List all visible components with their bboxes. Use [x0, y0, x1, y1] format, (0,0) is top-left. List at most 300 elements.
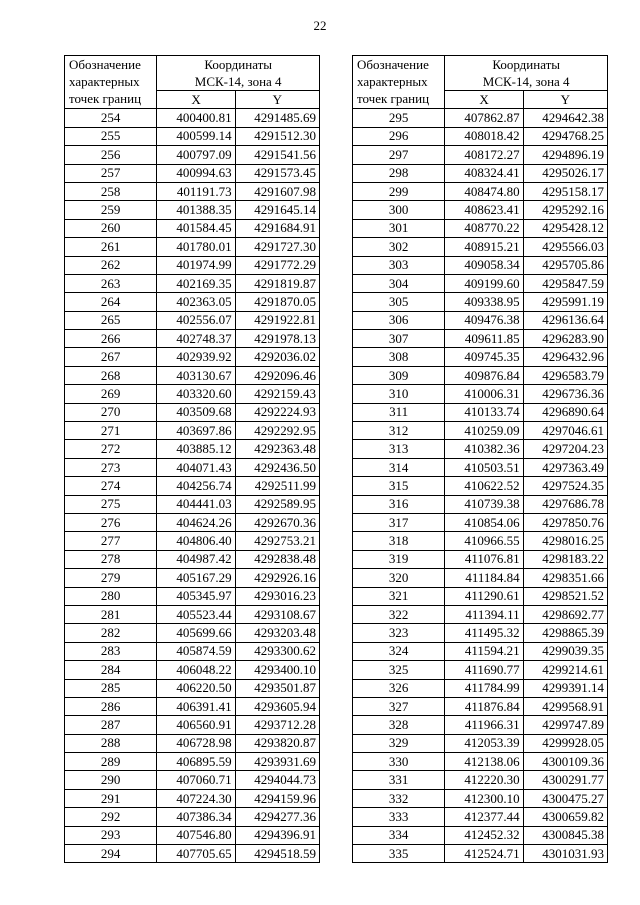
y-coordinate-cell: 4293016.23 [235, 587, 319, 605]
y-coordinate-cell: 4294768.25 [523, 127, 607, 145]
table-row [353, 477, 608, 495]
y-coordinate-cell: 4296736.36 [523, 385, 607, 403]
y-coordinate-cell: 4293820.87 [235, 734, 319, 752]
point-id-cell: 290 [65, 771, 157, 789]
point-id-cell: 277 [65, 532, 157, 550]
point-id-cell: 263 [65, 274, 157, 292]
point-id-cell: 271 [65, 422, 157, 440]
table-row [353, 440, 608, 458]
x-coordinate-cell: 404441.03 [157, 495, 235, 513]
y-coordinate-cell: 4292159.43 [235, 385, 319, 403]
y-column-header: Y [523, 91, 607, 109]
y-coordinate-cell: 4291727.30 [235, 238, 319, 256]
y-coordinate-cell: 4295158.17 [523, 182, 607, 200]
table-row [353, 716, 608, 734]
table-row [65, 422, 320, 440]
point-id-cell: 334 [353, 826, 445, 844]
x-coordinate-cell: 409476.38 [445, 311, 523, 329]
x-coordinate-cell: 403320.60 [157, 385, 235, 403]
point-id-cell: 280 [65, 587, 157, 605]
x-coordinate-cell: 409199.60 [445, 274, 523, 292]
y-coordinate-cell: 4291684.91 [235, 219, 319, 237]
table-row [353, 274, 608, 292]
x-coordinate-cell: 408623.41 [445, 201, 523, 219]
x-coordinate-cell: 408474.80 [445, 182, 523, 200]
y-coordinate-cell: 4298521.52 [523, 587, 607, 605]
x-coordinate-cell: 412138.06 [445, 753, 523, 771]
y-coordinate-cell: 4296136.64 [523, 311, 607, 329]
point-id-cell: 281 [65, 605, 157, 623]
table-row [353, 624, 608, 642]
table-row [353, 587, 608, 605]
table-row [353, 697, 608, 715]
x-coordinate-cell: 409745.35 [445, 348, 523, 366]
table-row [353, 219, 608, 237]
point-id-cell: 302 [353, 238, 445, 256]
coordinates-table-right [352, 55, 608, 863]
y-coordinate-cell: 4292036.02 [235, 348, 319, 366]
y-coordinate-cell: 4294518.59 [235, 845, 319, 863]
table-row [353, 845, 608, 863]
table-row [353, 182, 608, 200]
x-coordinate-cell: 406560.91 [157, 716, 235, 734]
table-row [353, 642, 608, 660]
point-id-cell: 278 [65, 550, 157, 568]
x-coordinate-cell: 404624.26 [157, 513, 235, 531]
coordinates-header: Координаты МСК-14, зона 4 [157, 56, 320, 91]
y-coordinate-cell: 4295847.59 [523, 274, 607, 292]
y-coordinate-cell: 4295566.03 [523, 238, 607, 256]
table-row [65, 605, 320, 623]
point-id-cell: 308 [353, 348, 445, 366]
y-coordinate-cell: 4291819.87 [235, 274, 319, 292]
point-id-cell: 259 [65, 201, 157, 219]
point-id-cell: 315 [353, 477, 445, 495]
table-row [65, 587, 320, 605]
point-id-cell: 293 [65, 826, 157, 844]
table-row [353, 679, 608, 697]
x-coordinate-cell: 411184.84 [445, 569, 523, 587]
table-row [353, 146, 608, 164]
y-coordinate-cell: 4300475.27 [523, 789, 607, 807]
y-coordinate-cell: 4291922.81 [235, 311, 319, 329]
y-coordinate-cell: 4296432.96 [523, 348, 607, 366]
table-row [65, 274, 320, 292]
y-coordinate-cell: 4291772.29 [235, 256, 319, 274]
table-row [353, 164, 608, 182]
y-coordinate-cell: 4294642.38 [523, 109, 607, 127]
point-id-cell: 299 [353, 182, 445, 200]
point-id-cell: 287 [65, 716, 157, 734]
table-row [65, 127, 320, 145]
y-coordinate-cell: 4293108.67 [235, 605, 319, 623]
y-coordinate-cell: 4301031.93 [523, 845, 607, 863]
x-column-header: X [157, 91, 235, 109]
table-row [353, 109, 608, 127]
table-row [353, 403, 608, 421]
point-id-cell: 335 [353, 845, 445, 863]
table-row [65, 385, 320, 403]
table-row [353, 605, 608, 623]
x-coordinate-cell: 404987.42 [157, 550, 235, 568]
table-row [353, 238, 608, 256]
table-row [65, 311, 320, 329]
y-coordinate-cell: 4300291.77 [523, 771, 607, 789]
x-coordinate-cell: 406220.50 [157, 679, 235, 697]
point-id-cell: 291 [65, 789, 157, 807]
x-coordinate-cell: 402748.37 [157, 330, 235, 348]
x-coordinate-cell: 406391.41 [157, 697, 235, 715]
point-id-cell: 310 [353, 385, 445, 403]
x-coordinate-cell: 402556.07 [157, 311, 235, 329]
x-coordinate-cell: 403509.68 [157, 403, 235, 421]
point-id-cell: 279 [65, 569, 157, 587]
table-row [353, 385, 608, 403]
y-coordinate-cell: 4298016.25 [523, 532, 607, 550]
y-coordinate-cell: 4297363.49 [523, 458, 607, 476]
point-id-cell: 294 [65, 845, 157, 863]
table-row [353, 771, 608, 789]
table-row [65, 771, 320, 789]
x-coordinate-cell: 411495.32 [445, 624, 523, 642]
x-coordinate-cell: 411076.81 [445, 550, 523, 568]
table-row [353, 808, 608, 826]
point-id-cell: 317 [353, 513, 445, 531]
table-row [65, 477, 320, 495]
x-coordinate-cell: 406895.59 [157, 753, 235, 771]
point-id-cell: 262 [65, 256, 157, 274]
x-coordinate-cell: 412220.30 [445, 771, 523, 789]
table-row [65, 164, 320, 182]
table-row [65, 753, 320, 771]
y-coordinate-cell: 4291485.69 [235, 109, 319, 127]
point-id-cell: 320 [353, 569, 445, 587]
table-row [65, 219, 320, 237]
table-row [65, 789, 320, 807]
point-id-cell: 300 [353, 201, 445, 219]
point-id-cell: 316 [353, 495, 445, 513]
point-id-cell: 256 [65, 146, 157, 164]
y-coordinate-cell: 4300845.38 [523, 826, 607, 844]
x-coordinate-cell: 410006.31 [445, 385, 523, 403]
table-row [65, 826, 320, 844]
y-coordinate-cell: 4298183.22 [523, 550, 607, 568]
point-id-cell: 333 [353, 808, 445, 826]
x-coordinate-cell: 407060.71 [157, 771, 235, 789]
point-id-cell: 298 [353, 164, 445, 182]
point-id-cell: 307 [353, 330, 445, 348]
x-coordinate-cell: 408018.42 [445, 127, 523, 145]
table-row [65, 550, 320, 568]
table-row [65, 734, 320, 752]
x-coordinate-cell: 406048.22 [157, 661, 235, 679]
y-coordinate-cell: 4299391.14 [523, 679, 607, 697]
point-id-cell: 331 [353, 771, 445, 789]
x-coordinate-cell: 411394.11 [445, 605, 523, 623]
x-coordinate-cell: 408172.27 [445, 146, 523, 164]
x-coordinate-cell: 405167.29 [157, 569, 235, 587]
y-coordinate-cell: 4299568.91 [523, 697, 607, 715]
table-row [353, 753, 608, 771]
point-id-cell: 297 [353, 146, 445, 164]
x-coordinate-cell: 410739.38 [445, 495, 523, 513]
x-coordinate-cell: 412053.39 [445, 734, 523, 752]
x-coordinate-cell: 402939.92 [157, 348, 235, 366]
table-row [353, 311, 608, 329]
point-id-cell: 313 [353, 440, 445, 458]
x-coordinate-cell: 407386.34 [157, 808, 235, 826]
table-row [65, 697, 320, 715]
point-id-cell: 268 [65, 366, 157, 384]
x-coordinate-cell: 412300.10 [445, 789, 523, 807]
point-id-cell: 266 [65, 330, 157, 348]
y-coordinate-cell: 4293300.62 [235, 642, 319, 660]
table-row [353, 532, 608, 550]
table-row [65, 403, 320, 421]
table-row [65, 458, 320, 476]
table-row [353, 293, 608, 311]
table-row [353, 661, 608, 679]
x-coordinate-cell: 412524.71 [445, 845, 523, 863]
y-coordinate-cell: 4296583.79 [523, 366, 607, 384]
point-id-cell: 255 [65, 127, 157, 145]
table-row [353, 201, 608, 219]
y-coordinate-cell: 4292363.48 [235, 440, 319, 458]
point-id-cell: 324 [353, 642, 445, 660]
table-row [65, 513, 320, 531]
x-column-header: X [445, 91, 523, 109]
coordinates-table-left [64, 55, 320, 863]
point-id-cell: 330 [353, 753, 445, 771]
point-id-cell: 296 [353, 127, 445, 145]
point-id-cell: 260 [65, 219, 157, 237]
y-column-header: Y [235, 91, 319, 109]
y-coordinate-cell: 4299747.89 [523, 716, 607, 734]
y-coordinate-cell: 4291541.56 [235, 146, 319, 164]
point-id-cell: 311 [353, 403, 445, 421]
x-coordinate-cell: 408324.41 [445, 164, 523, 182]
y-coordinate-cell: 4294159.96 [235, 789, 319, 807]
table-row [353, 826, 608, 844]
table-row [65, 532, 320, 550]
point-id-cell: 323 [353, 624, 445, 642]
y-coordinate-cell: 4292670.36 [235, 513, 319, 531]
y-coordinate-cell: 4296890.64 [523, 403, 607, 421]
y-coordinate-cell: 4293712.28 [235, 716, 319, 734]
point-id-cell: 288 [65, 734, 157, 752]
x-coordinate-cell: 411966.31 [445, 716, 523, 734]
point-id-cell: 303 [353, 256, 445, 274]
point-id-cell: 289 [65, 753, 157, 771]
y-coordinate-cell: 4300109.36 [523, 753, 607, 771]
point-id-cell: 273 [65, 458, 157, 476]
point-id-cell: 332 [353, 789, 445, 807]
y-coordinate-cell: 4299928.05 [523, 734, 607, 752]
point-id-cell: 326 [353, 679, 445, 697]
x-coordinate-cell: 409876.84 [445, 366, 523, 384]
table-row [65, 679, 320, 697]
y-coordinate-cell: 4299214.61 [523, 661, 607, 679]
point-id-cell: 306 [353, 311, 445, 329]
y-coordinate-cell: 4291978.13 [235, 330, 319, 348]
y-coordinate-cell: 4293501.87 [235, 679, 319, 697]
table-row [65, 624, 320, 642]
x-coordinate-cell: 401584.45 [157, 219, 235, 237]
table-row [65, 569, 320, 587]
y-coordinate-cell: 4295428.12 [523, 219, 607, 237]
table-row [353, 330, 608, 348]
point-id-cell: 269 [65, 385, 157, 403]
point-id-cell: 319 [353, 550, 445, 568]
table-row [65, 845, 320, 863]
point-id-cell: 264 [65, 293, 157, 311]
y-coordinate-cell: 4295026.17 [523, 164, 607, 182]
y-coordinate-cell: 4297204.23 [523, 440, 607, 458]
point-id-cell: 322 [353, 605, 445, 623]
table-row [353, 569, 608, 587]
y-coordinate-cell: 4293400.10 [235, 661, 319, 679]
x-coordinate-cell: 403130.67 [157, 366, 235, 384]
table-row [65, 256, 320, 274]
point-id-cell: 285 [65, 679, 157, 697]
point-id-cell: 301 [353, 219, 445, 237]
y-coordinate-cell: 4293605.94 [235, 697, 319, 715]
point-id-cell: 276 [65, 513, 157, 531]
point-id-cell: 304 [353, 274, 445, 292]
y-coordinate-cell: 4297686.78 [523, 495, 607, 513]
y-coordinate-cell: 4296283.90 [523, 330, 607, 348]
point-id-cell: 312 [353, 422, 445, 440]
point-id-cell: 325 [353, 661, 445, 679]
x-coordinate-cell: 405523.44 [157, 605, 235, 623]
table-row [65, 440, 320, 458]
x-coordinate-cell: 405699.66 [157, 624, 235, 642]
table-row [353, 256, 608, 274]
y-coordinate-cell: 4292292.95 [235, 422, 319, 440]
y-coordinate-cell: 4294896.19 [523, 146, 607, 164]
table-row [65, 146, 320, 164]
table-row [353, 513, 608, 531]
x-coordinate-cell: 411594.21 [445, 642, 523, 660]
x-coordinate-cell: 405874.59 [157, 642, 235, 660]
x-coordinate-cell: 410966.55 [445, 532, 523, 550]
table-row [65, 808, 320, 826]
x-coordinate-cell: 407224.30 [157, 789, 235, 807]
y-coordinate-cell: 4295991.19 [523, 293, 607, 311]
y-coordinate-cell: 4293931.69 [235, 753, 319, 771]
x-coordinate-cell: 407546.80 [157, 826, 235, 844]
table-row [353, 495, 608, 513]
x-coordinate-cell: 411290.61 [445, 587, 523, 605]
table-row [353, 550, 608, 568]
table-row [65, 182, 320, 200]
x-coordinate-cell: 409611.85 [445, 330, 523, 348]
y-coordinate-cell: 4298865.39 [523, 624, 607, 642]
table-row [353, 734, 608, 752]
table-row [353, 127, 608, 145]
y-coordinate-cell: 4292436.50 [235, 458, 319, 476]
point-id-cell: 329 [353, 734, 445, 752]
point-id-cell: 254 [65, 109, 157, 127]
point-id-cell: 272 [65, 440, 157, 458]
x-coordinate-cell: 406728.98 [157, 734, 235, 752]
table-row [353, 348, 608, 366]
y-coordinate-cell: 4295705.86 [523, 256, 607, 274]
point-label-header: Обозначение характерных точек границ [65, 56, 157, 109]
y-coordinate-cell: 4299039.35 [523, 642, 607, 660]
x-coordinate-cell: 402363.05 [157, 293, 235, 311]
point-id-cell: 309 [353, 366, 445, 384]
x-coordinate-cell: 412377.44 [445, 808, 523, 826]
x-coordinate-cell: 400599.14 [157, 127, 235, 145]
table-row [65, 495, 320, 513]
x-coordinate-cell: 401974.99 [157, 256, 235, 274]
x-coordinate-cell: 409058.34 [445, 256, 523, 274]
x-coordinate-cell: 404806.40 [157, 532, 235, 550]
y-coordinate-cell: 4292511.99 [235, 477, 319, 495]
x-coordinate-cell: 410133.74 [445, 403, 523, 421]
x-coordinate-cell: 410503.51 [445, 458, 523, 476]
x-coordinate-cell: 407705.65 [157, 845, 235, 863]
x-coordinate-cell: 404071.43 [157, 458, 235, 476]
point-id-cell: 282 [65, 624, 157, 642]
y-coordinate-cell: 4292224.93 [235, 403, 319, 421]
y-coordinate-cell: 4295292.16 [523, 201, 607, 219]
y-coordinate-cell: 4298351.66 [523, 569, 607, 587]
y-coordinate-cell: 4294044.73 [235, 771, 319, 789]
y-coordinate-cell: 4291512.30 [235, 127, 319, 145]
page-number: 22 [313, 18, 327, 33]
point-id-cell: 267 [65, 348, 157, 366]
y-coordinate-cell: 4297850.76 [523, 513, 607, 531]
table-row [65, 330, 320, 348]
table-row [353, 366, 608, 384]
x-coordinate-cell: 401780.01 [157, 238, 235, 256]
x-coordinate-cell: 405345.97 [157, 587, 235, 605]
x-coordinate-cell: 401388.35 [157, 201, 235, 219]
point-id-cell: 305 [353, 293, 445, 311]
point-id-cell: 274 [65, 477, 157, 495]
x-coordinate-cell: 409338.95 [445, 293, 523, 311]
point-id-cell: 314 [353, 458, 445, 476]
point-id-cell: 328 [353, 716, 445, 734]
table-row [65, 366, 320, 384]
y-coordinate-cell: 4291607.98 [235, 182, 319, 200]
point-id-cell: 284 [65, 661, 157, 679]
y-coordinate-cell: 4291573.45 [235, 164, 319, 182]
x-coordinate-cell: 411876.84 [445, 697, 523, 715]
x-coordinate-cell: 410854.06 [445, 513, 523, 531]
y-coordinate-cell: 4292753.21 [235, 532, 319, 550]
y-coordinate-cell: 4293203.48 [235, 624, 319, 642]
x-coordinate-cell: 400400.81 [157, 109, 235, 127]
y-coordinate-cell: 4298692.77 [523, 605, 607, 623]
point-id-cell: 283 [65, 642, 157, 660]
point-id-cell: 318 [353, 532, 445, 550]
point-id-cell: 327 [353, 697, 445, 715]
x-coordinate-cell: 400797.09 [157, 146, 235, 164]
x-coordinate-cell: 410382.36 [445, 440, 523, 458]
point-id-cell: 261 [65, 238, 157, 256]
x-coordinate-cell: 411784.99 [445, 679, 523, 697]
y-coordinate-cell: 4292589.95 [235, 495, 319, 513]
y-coordinate-cell: 4291645.14 [235, 201, 319, 219]
table-row [65, 716, 320, 734]
point-id-cell: 286 [65, 697, 157, 715]
point-id-cell: 275 [65, 495, 157, 513]
table-row [353, 458, 608, 476]
y-coordinate-cell: 4294396.91 [235, 826, 319, 844]
